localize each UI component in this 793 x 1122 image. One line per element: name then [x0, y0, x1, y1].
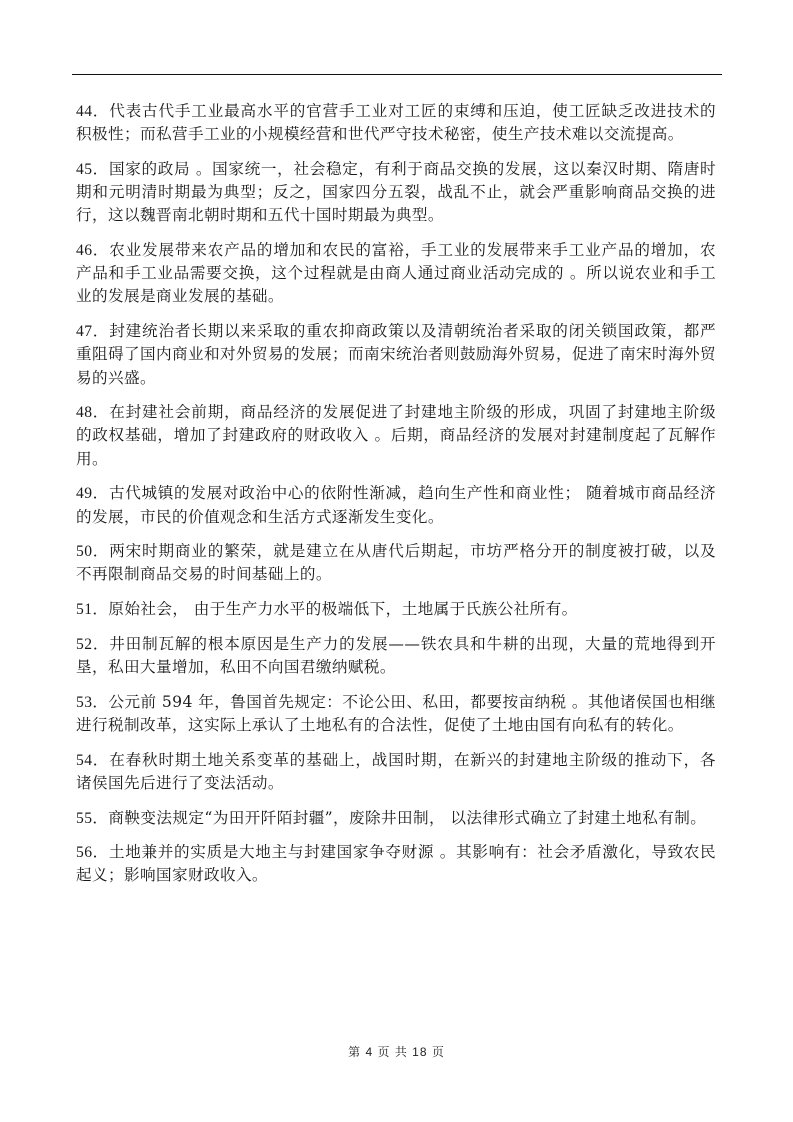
paragraph-54 [76, 749, 716, 795]
paragraph-text: 古代城镇的发展对政治中心的依附性渐减，趋向生产性和商业性； 随着城市商品经济的发展，市民的价值观念和生活方式逐渐发生变化。 [76, 484, 716, 526]
paragraph-number: 51． [76, 601, 109, 619]
paragraph-text: 在封建社会前期，商品经济的发展促进了封建地主阶级的形成，巩固了封建地主阶级的政权基础，增加了封建政府的财政收入 。后期，商品经济的发展对封建制度起了瓦解作用。 [76, 403, 716, 468]
paragraph-number: 55． [76, 809, 109, 827]
header-rule [72, 74, 722, 75]
paragraph-text: 公元前 594 年，鲁国首先规定：不论公田、私田，都要按亩纳税 。其他诸侯国也相继进行税制改革，这实际上承认了土地私有的合法性，促使了土地由国有向私有的转化。 [76, 692, 716, 734]
paragraph-text: 在春秋时期土地关系变革的基础上，战国时期，在新兴的封建地主阶级的推动下，各诸侯国先后进行了变法活动。 [76, 750, 716, 792]
paragraph-51 [76, 598, 716, 621]
paragraph-number: 56． [76, 844, 109, 862]
paragraph-text: 封建统治者长期以来采取的重农抑商政策以及清朝统治者采取的闭关锁国政策，都严重阻碍了国内商业和对外贸易的发展；而南宋统治者则鼓励海外贸易，促进了南宋时海外贸易的兴盛。 [76, 322, 716, 387]
paragraph-45 [76, 158, 716, 228]
paragraph-text: 两宋时期商业的繁荣，就是建立在从唐代后期起，市坊严格分开的制度被打破，以及不再限制商品交易的时间基础上的。 [76, 542, 716, 584]
paragraph-53 [76, 691, 716, 737]
paragraph-44 [76, 100, 716, 146]
paragraph-number: 47． [76, 323, 110, 341]
paragraph-52 [76, 633, 716, 679]
document-body [76, 100, 716, 899]
paragraph-55 [76, 807, 716, 830]
paragraph-text: 国家的政局 。国家统一，社会稳定，有利于商品交换的发展，这以秦汉时期、隋唐时期和元明清时期最为典型；反之，国家四分五裂，战乱不止，就会严重影响商品交换的进行，这以魏晋南北朝时期和五代十国时期最为典型。 [76, 159, 716, 225]
paragraph-number: 48． [76, 404, 110, 422]
paragraph-56 [76, 841, 716, 887]
paragraph-number: 54． [76, 751, 110, 769]
paragraph-number: 53． [76, 693, 109, 711]
paragraph-text: 井田制瓦解的根本原因是生产力的发展——铁农具和牛耕的出现，大量的荒地得到开垦，私田大量增加，私田不向国君缴纳赋税。 [76, 634, 716, 677]
paragraph-number: 45． [76, 160, 109, 178]
paragraph-text: 商鞅变法规定“为田开阡陌封疆”，废除井田制， 以法律形式确立了封建土地私有制。 [108, 808, 707, 827]
paragraph-number: 52． [76, 635, 110, 653]
paragraph-49 [76, 482, 716, 528]
paragraph-number: 46． [76, 242, 110, 260]
paragraph-46 [76, 239, 716, 309]
paragraph-number: 44． [76, 103, 110, 120]
paragraph-text: 原始社会， 由于生产力水平的极端低下，土地属于氏族公社所有。 [108, 600, 578, 619]
paragraph-number: 50． [76, 543, 110, 561]
paragraph-47 [76, 320, 716, 390]
paragraph-number: 49． [76, 485, 109, 503]
page-footer: 第 4 页 共 18 页 [348, 1045, 445, 1059]
paragraph-48 [76, 401, 716, 471]
paragraph-50 [76, 540, 716, 586]
paragraph-text: 土地兼并的实质是大地主与封建国家争夺财源 。其影响有：社会矛盾激化，导致农民起义；影响国家财政收入。 [76, 843, 716, 885]
paragraph-text: 农业发展带来农产品的增加和农民的富裕，手工业的发展带来手工业产品的增加，农产品和手工业品需要交换，这个过程就是由商人通过商业活动完成的 。所以说农业和手工业的发展是商业发展的基础。 [76, 241, 716, 306]
paragraph-text: 代表古代手工业最高水平的官营手工业对工匠的束缚和压迫，使工匠缺乏改进技术的积极性；而私营手工业的小规模经营和世代严守技术秘密，使生产技术难以交流提高。 [76, 102, 716, 144]
